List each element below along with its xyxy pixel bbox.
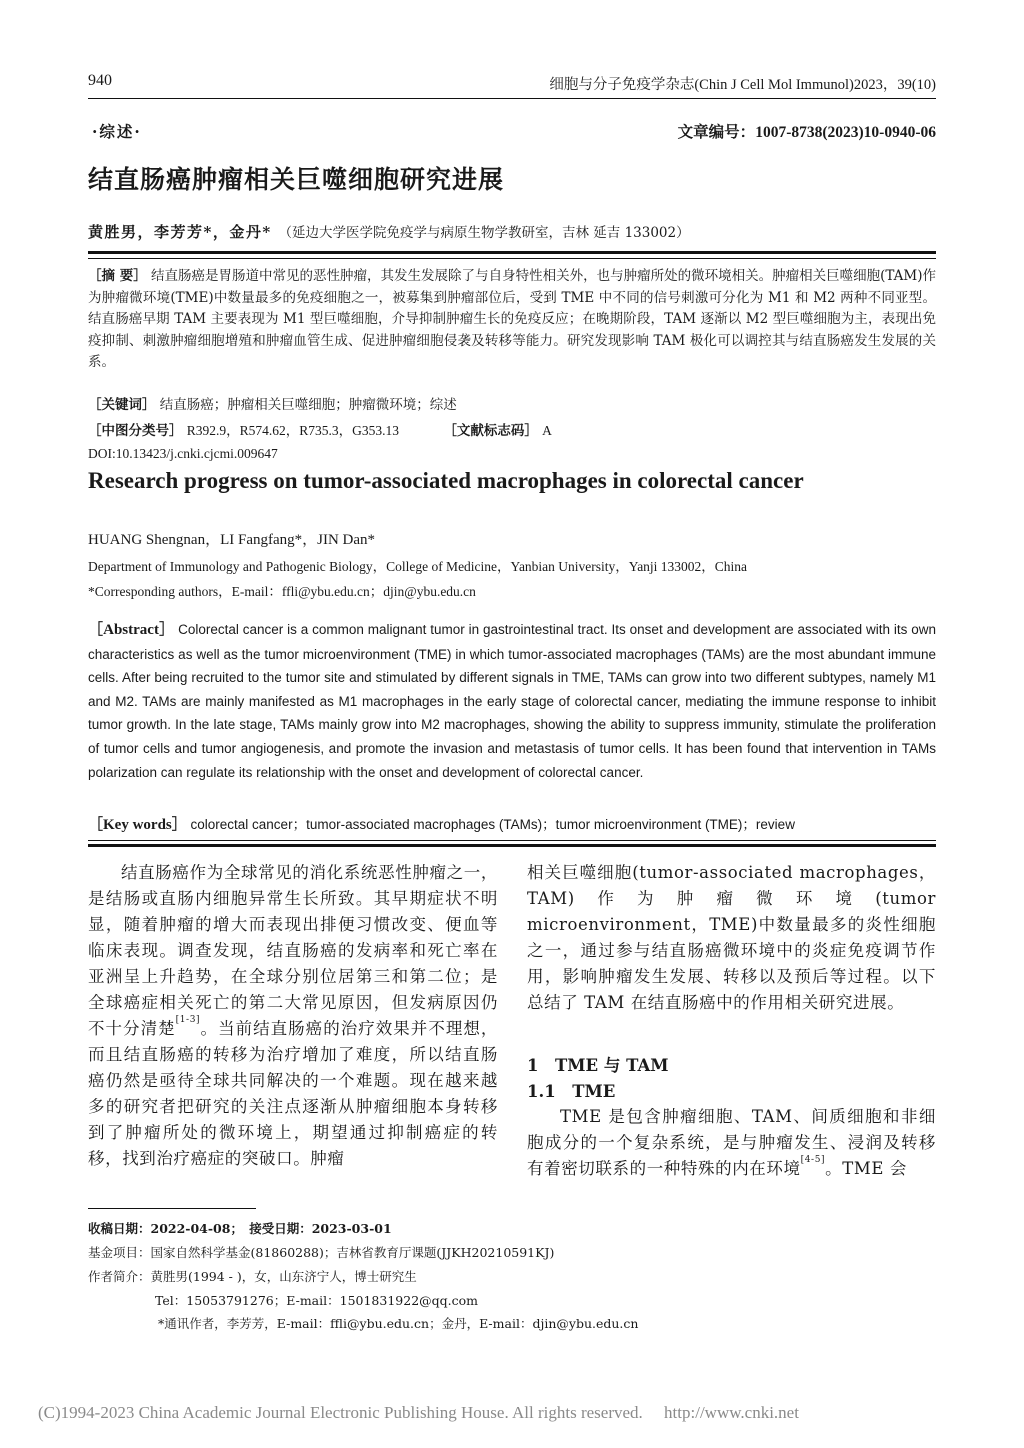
body-left-text-a: 结直肠癌作为全球常见的消化系统恶性肿瘤之一，是结肠或直肠内细胞异常生长所致。其早期症状不明显，随着肿瘤的增大而表现出排便习惯改变、便血等临床表现。调查发现，结直肠癌的发病率和死亡率在亚洲呈上升趋势，在全球分别位居第三和第二位；是全球癌症相关死亡的第二大常见原因，但发病原因仍不十分清楚: [88, 863, 498, 1038]
keywords-zh-line: [88, 395, 936, 417]
journal-header: 细胞与分子免疫学杂志(Chin J Cell Mol Immunol)2023，39(10): [549, 77, 936, 93]
article-number: [678, 120, 936, 142]
abstract-en: [88, 618, 936, 784]
authors-zh: 黄胜男，李芳芳*，金丹*: [88, 223, 272, 241]
article-number-value: 1007-8738(2023)10-0940-06: [755, 124, 936, 141]
footnote-rule: [88, 1208, 256, 1209]
affiliation-zh: （延边大学医学院免疫学与病原生物学教研室，吉林 延吉 133002）: [278, 225, 690, 241]
abstract-zh: [88, 266, 936, 374]
title-en: Research progress on tumor-associated macrophages in colorectal cancer: [88, 468, 804, 493]
top-rule-thick: [88, 251, 936, 254]
abstract-zh-label: ［摘 要］: [88, 268, 147, 284]
classification-line: [88, 420, 936, 443]
corresponding-en: *Corresponding authors，E-mail：ffli@ybu.edu.cn；djin@ybu.edu.cn: [88, 584, 476, 599]
body-left-text-b: 。当前结直肠癌的治疗效果并不理想，而且结直肠癌的转移为治疗增加了难度，所以结直肠癌仍然是亟待全球共同解决的一个难题。现在越来越多的研究者把研究的关注点逐渐从肿瘤细胞本身转移到了肿瘤所处的微环境上，期望通过抑制癌症的转移，找到治疗癌症的突破口。肿瘤: [88, 1019, 498, 1168]
footnote-corresponding: *通讯作者，李芳芳，E-mail：ffli@ybu.edu.cn；金丹，E-mail：djin@ybu.edu.cn: [158, 1316, 639, 1331]
footnote-contact: Tel：15053791276；E-mail：1501831922@qq.com: [155, 1293, 479, 1308]
page-number: 940: [88, 72, 112, 89]
keywords-zh: 结直肠癌；肿瘤相关巨噬细胞；肿瘤微环境；综述: [159, 397, 457, 413]
abstract-rule-thin: [88, 840, 936, 841]
doc-code-label: ［文献标志码］: [443, 423, 538, 439]
section-heading-1: 1 TME 与 TAM: [527, 1056, 669, 1075]
header-rule: [88, 98, 936, 99]
abstract-zh-text: 结直肠癌是胃肠道中常见的恶性肿瘤，其发生发展除了与自身特性相关外，也与肿瘤所处的微环境相关。肿瘤相关巨噬细胞(TAM)作为肿瘤微环境(TME)中数量最多的免疫细胞之一，被募集到肿瘤部位后，受到 TME 中不同的信号刺激可分化为 M1 和 M2 两种不同亚型。结直肠癌早期 TAM 主要表现为 M1 型巨噬细胞，介导抑制肿瘤生长的免疫反应；在晚期阶段，TAM 逐渐以 M2 型巨噬细胞为主，表现出免疫抑制、刺激肿瘤细胞增殖和肿瘤血管生成、促进肿瘤细胞侵袭及转移等能力。研究发现影响 TAM 极化可以调控其与结直肠癌发生发展的关系。: [88, 268, 936, 370]
clc-label: ［中图分类号］: [88, 423, 183, 439]
authors-zh-line: [88, 221, 690, 242]
keywords-en-label: ［Key words］: [88, 817, 187, 833]
body-right-para-1: 相关巨噬细胞(tumor-associated macrophages，TAM)作为肿瘤微环境(tumor microenvironment，TME)中数量最多的炎性细胞之一，通过参与结直肠癌微环境中的炎症免疫调节作用，影响肿瘤发生发展、转移以及预后等过程。以下总结了 TAM 在结直肠癌中的作用相关研究进展。: [527, 863, 936, 1012]
citation-1-3[interactable]: [1-3]: [175, 1015, 201, 1025]
abstract-rule-thick: [88, 844, 936, 847]
affiliation-en: Department of Immunology and Pathogenic Biology，College of Medicine，Yanbian University，Yanji 133002，China: [88, 559, 748, 574]
keywords-zh-label: ［关键词］: [88, 397, 156, 413]
copyright-line: (C)1994-2023 China Academic Journal Electronic Publishing House. All rights reserved. http://www.cnki.net: [38, 1403, 799, 1422]
abstract-en-text: Colorectal cancer is a common malignant tumor in gastrointestinal tract. Its onset and development are associated with its own characteristics as well as the tumor microenvironment (TME) in which tumor-associated macrophages (TAMs) are the most abundant immune cells. After being recruited to the tumor site and stimulated by different signals in TME, TAMs can grow into two different subtypes, namely M1 and M2. TAMs are mainly manifested as M1 macrophages in the early stage of colorectal cancer, mediating the immune response to inhibit tumor growth. In the late stage, TAMs mainly grow into M2 macrophages, showing the ability to suppress immunity, stimulate the proliferation of tumor cells and tumor angiogenesis, and promote the invasion and metastasis of tumor cells. It has been found that intervention in TAMs polarization can regulate its relationship with the onset and development of colorectal cancer.: [88, 622, 936, 780]
citation-4-5[interactable]: [4-5]: [800, 1155, 826, 1165]
column-type: ·综述·: [92, 122, 142, 141]
abstract-en-label: ［Abstract］: [88, 622, 175, 638]
section-heading-1-1: 1.1 TME: [527, 1082, 616, 1101]
top-rule-thin: [88, 258, 936, 259]
body-right-para-2: [527, 1104, 936, 1182]
doi: DOI:10.13423/j.cnki.cjcmi.009647: [88, 446, 278, 461]
footnote-dates: 收稿日期：2022-04-08； 接受日期：2023-03-01: [88, 1221, 392, 1236]
body-left-column: [88, 860, 498, 1172]
title-zh: 结直肠癌肿瘤相关巨噬细胞研究进展: [88, 165, 505, 194]
doc-code-value: A: [542, 423, 552, 438]
keywords-en: colorectal cancer；tumor-associated macrophages (TAMs)；tumor microenvironment (TME)；review: [190, 817, 795, 832]
footnote-author-intro: 作者简介：黄胜男(1994 - )，女，山东济宁人，博士研究生: [88, 1269, 417, 1284]
article-number-label: 文章编号：: [677, 122, 756, 141]
footnote-fund: 基金项目：国家自然科学基金(81860288)；吉林省教育厅课题(JJKH20210591KJ): [88, 1245, 555, 1260]
body-right-text-a: TME 是包含肿瘤细胞、TAM、间质细胞和非细胞成分的一个复杂系统，是与肿瘤发生、浸润及转移有着密切联系的一种特殊的内在环境: [527, 1107, 936, 1178]
authors-en: HUANG Shengnan，LI Fangfang*，JIN Dan*: [88, 532, 376, 548]
keywords-en-line: [88, 813, 936, 838]
clc-value: R392.9，R574.62，R735.3，G353.13: [186, 423, 400, 438]
body-right-text-b: 。TME 会: [825, 1159, 907, 1178]
